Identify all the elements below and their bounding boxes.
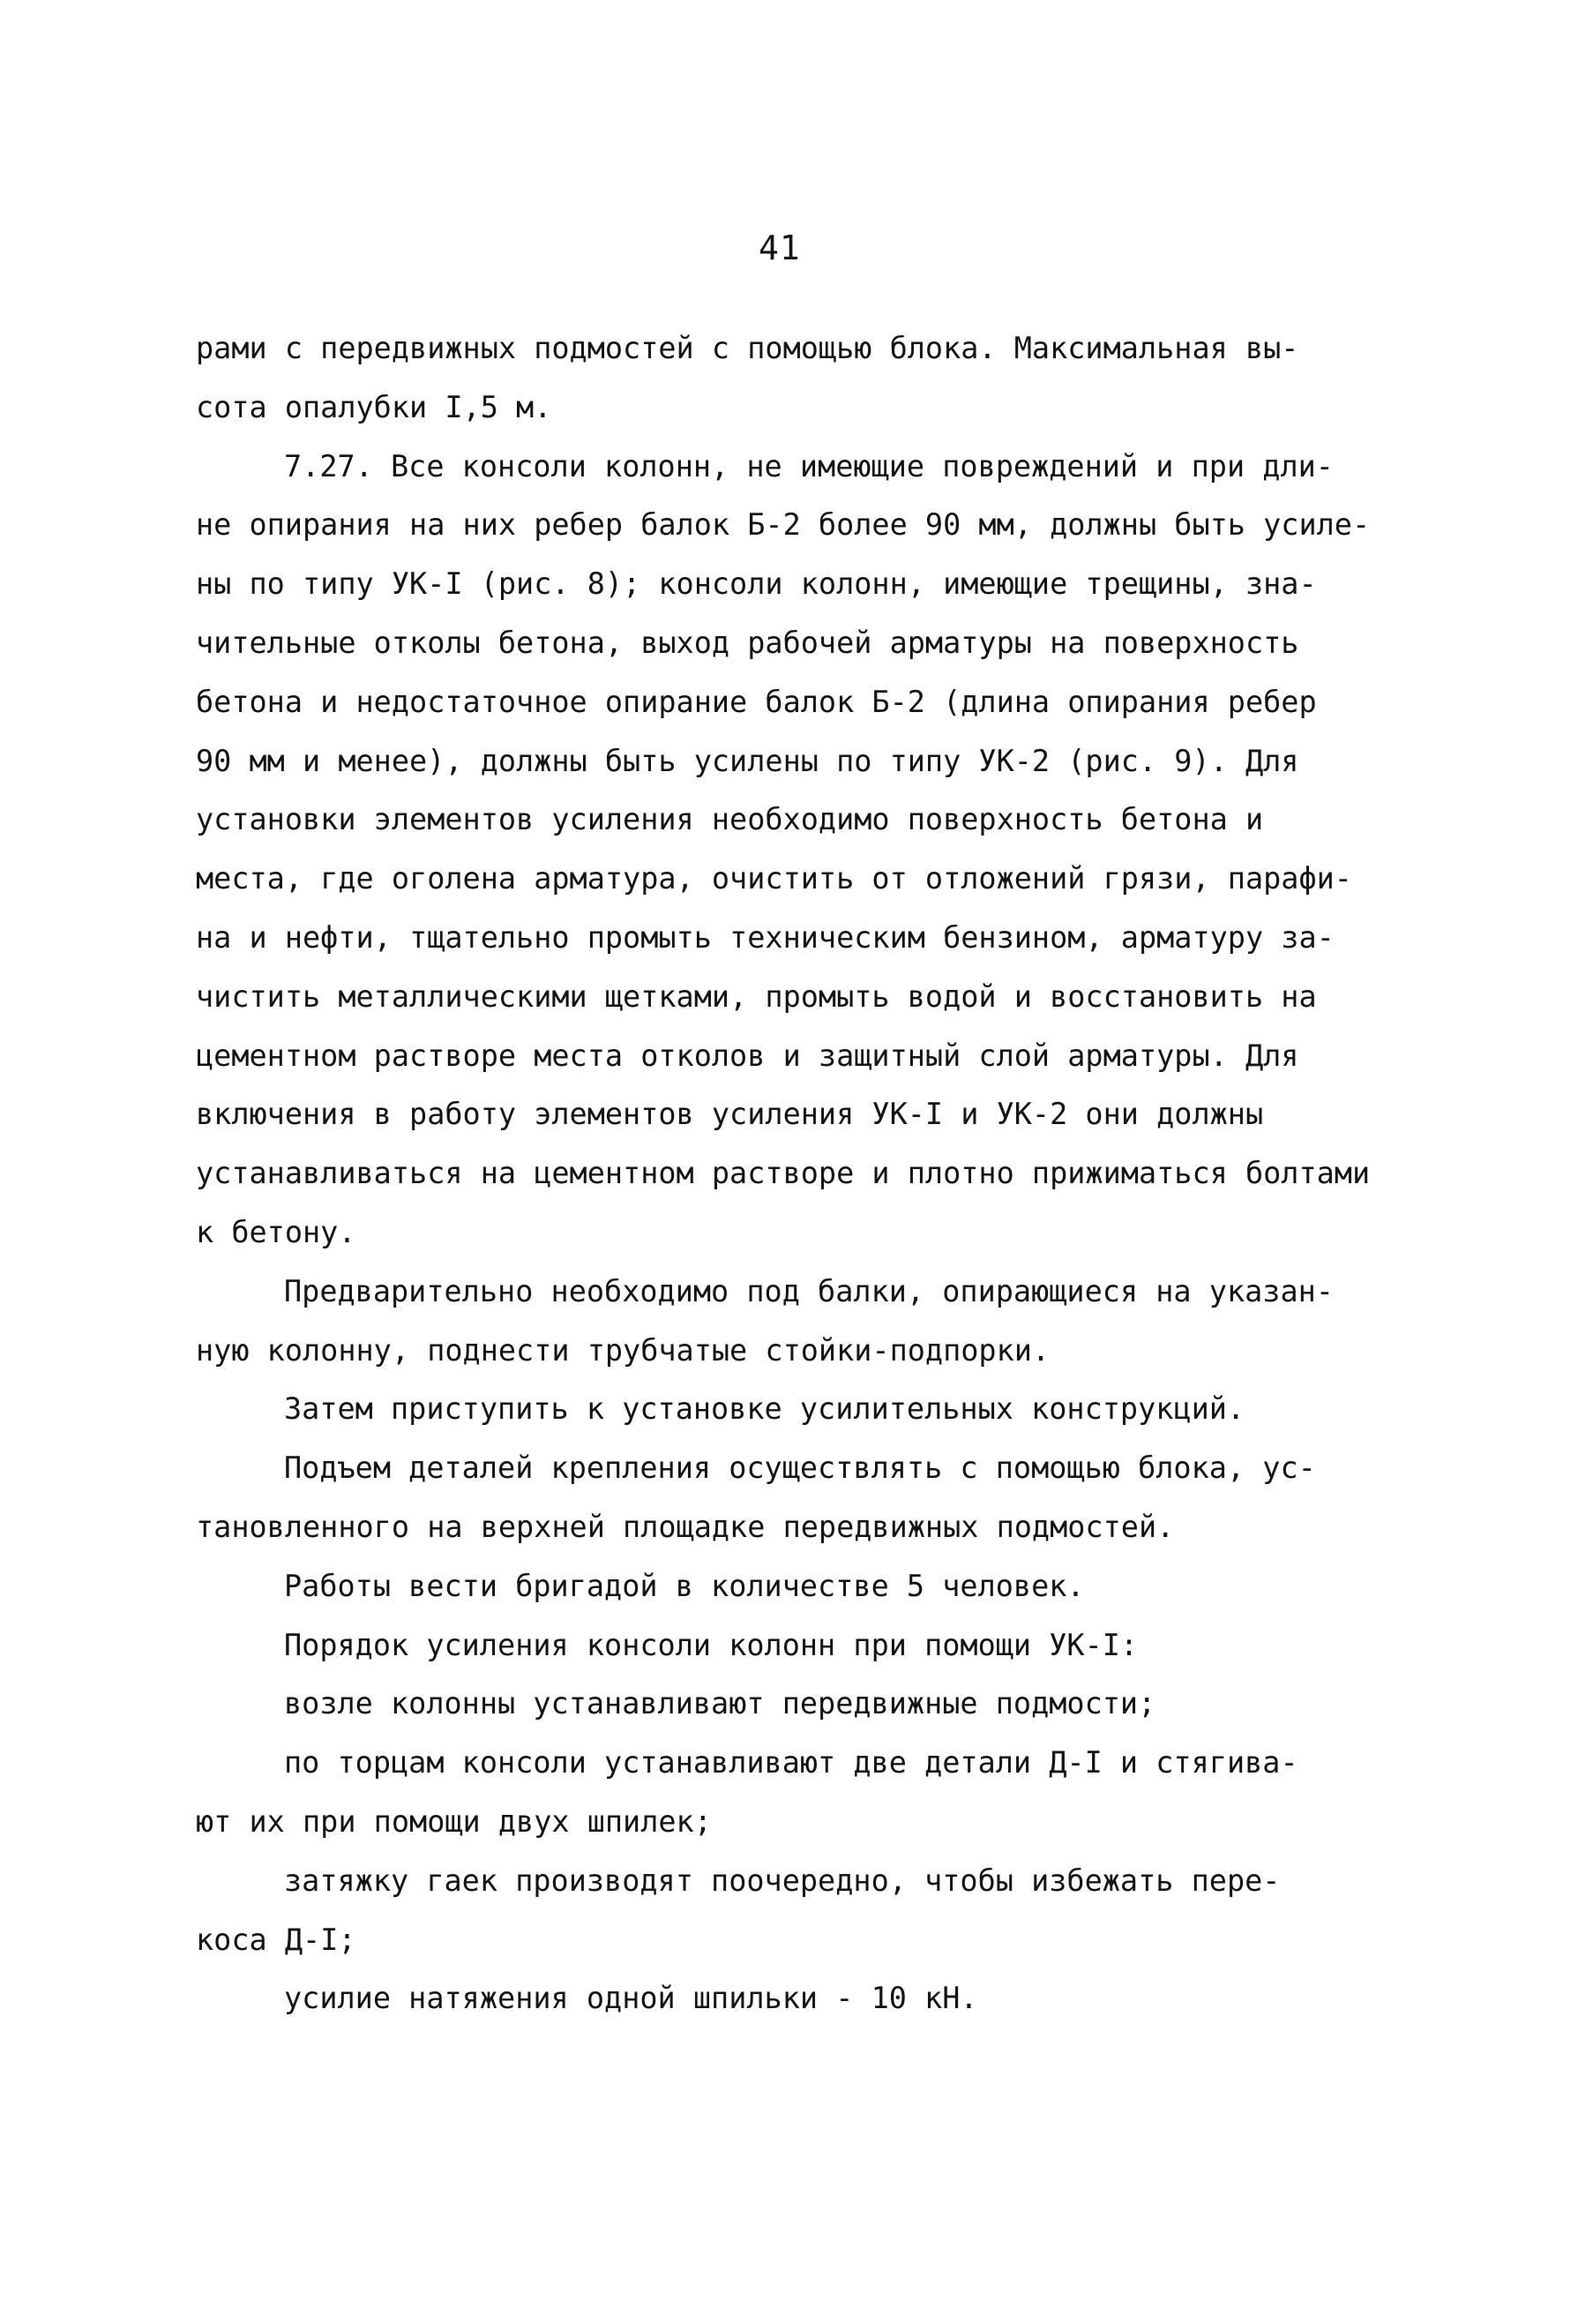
text-line: ны по типу УК-I (рис. 8); консоли колонн, имеющие трещины, зна- bbox=[196, 566, 1317, 602]
text-line: чительные отколы бетона, выход рабочей арматуры на поверхность bbox=[196, 625, 1299, 660]
text-line: коса Д-I; bbox=[196, 1922, 356, 1957]
text-line: затяжку гаек производят поочередно, чтобы избежать пере- bbox=[284, 1863, 1281, 1898]
body-text bbox=[196, 319, 1413, 2028]
text-line: места, где оголена арматура, очистить от отложений грязи, парафи- bbox=[196, 861, 1352, 896]
text-line: Затем приступить к установке усилительных конструкций. bbox=[284, 1391, 1245, 1427]
text-line: сота опалубки I,5 м. bbox=[196, 389, 552, 424]
text-line: Порядок усиления консоли колонн при помощи УК-I: bbox=[284, 1627, 1139, 1662]
text-line: усилие натяжения одной шпильки - 10 кН. bbox=[284, 1981, 978, 2016]
text-line: установки элементов усиления необходимо поверхность бетона и bbox=[196, 802, 1264, 837]
text-line: 90 мм и менее), должны быть усилены по типу УК-2 (рис. 9). Для bbox=[196, 743, 1299, 778]
text-line: включения в работу элементов усиления УК-I и УК-2 они должны bbox=[196, 1097, 1264, 1132]
text-line: возле колонны устанавливают передвижные подмости; bbox=[284, 1686, 1156, 1721]
text-line: Предварительно необходимо под балки, опирающиеся на указан- bbox=[284, 1273, 1334, 1308]
text-line: бетона и недостаточное опирание балок Б-2 (длина опирания ребер bbox=[196, 684, 1317, 719]
text-line: чистить металлическими щетками, промыть водой и восстановить на bbox=[196, 978, 1317, 1014]
text-line: рами с передвижных подмостей с помощью блока. Максимальная вы- bbox=[196, 331, 1299, 365]
text-line: по торцам консоли устанавливают две детали Д-I и стягива- bbox=[284, 1745, 1298, 1780]
text-line: Работы вести бригадой в количестве 5 человек. bbox=[284, 1568, 1085, 1603]
text-line: ную колонну, поднести трубчатые стойки-подпорки. bbox=[196, 1332, 1051, 1368]
text-line: 7.27. Все консоли колонн, не имеющие повреждений и при дли- bbox=[284, 448, 1334, 484]
text-line: устанавливаться на цементном растворе и плотно прижиматься болтами bbox=[196, 1156, 1371, 1191]
text-line: ют их при помощи двух шпилек; bbox=[196, 1803, 712, 1839]
text-line: Подъем деталей крепления осуществлять с помощью блока, ус- bbox=[284, 1451, 1316, 1486]
text-line: цементном растворе места отколов и защитный слой арматуры. Для bbox=[196, 1038, 1299, 1073]
page-number: 41 bbox=[759, 229, 801, 267]
text-line: не опирания на них ребер балок Б-2 более 90 мм, должны быть усиле- bbox=[196, 507, 1371, 543]
text-line: на и нефти, тщательно промыть техническим бензином, арматуру за- bbox=[196, 919, 1335, 955]
text-line: тановленного на верхней площадке передвижных подмостей. bbox=[196, 1509, 1175, 1544]
text-line: к бетону. bbox=[196, 1214, 356, 1249]
